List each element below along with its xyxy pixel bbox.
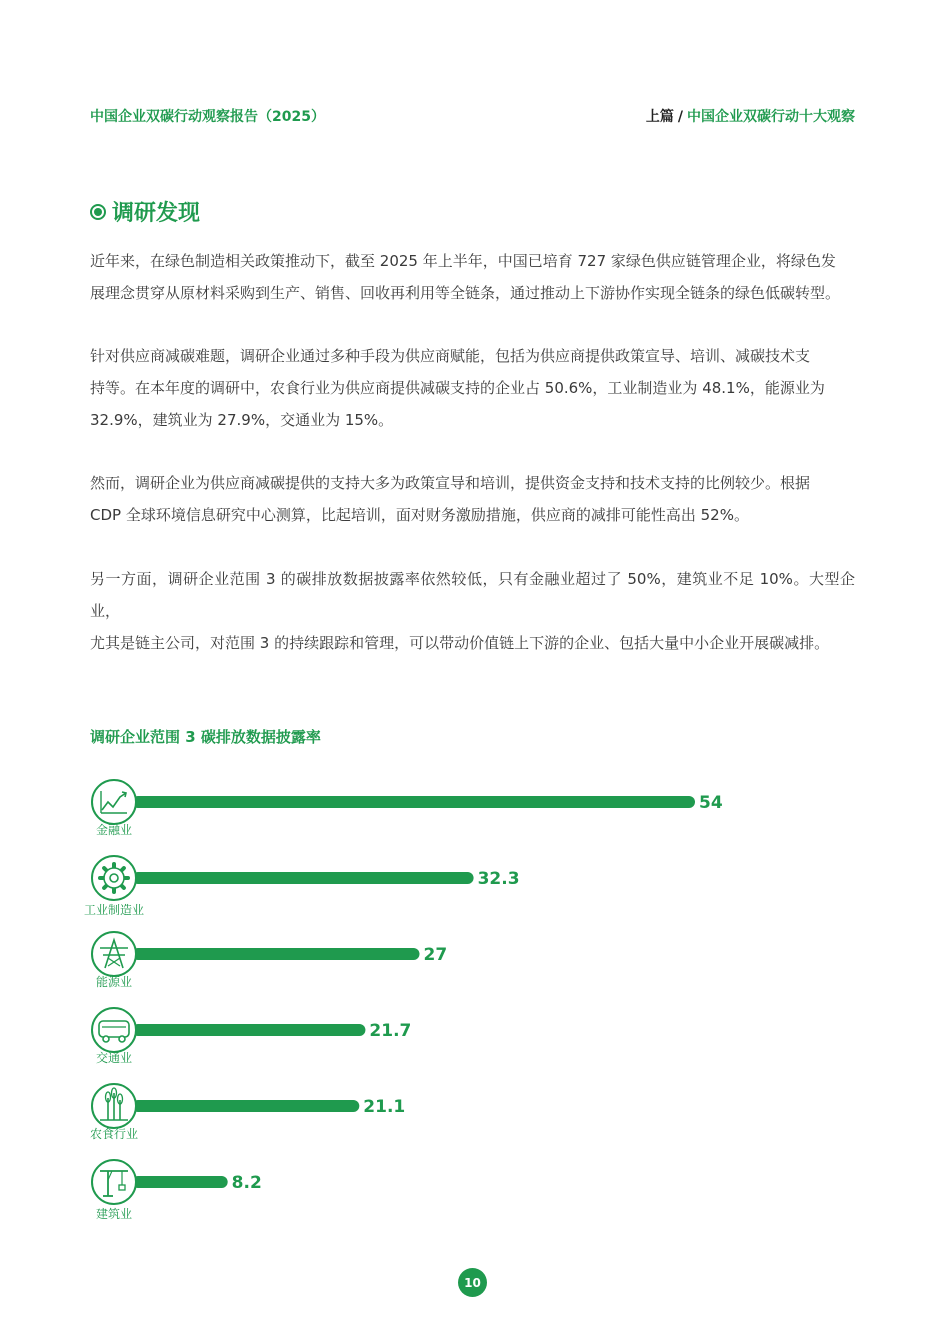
paragraph-line: 持等。在本年度的调研中，农食行业为供应商提供减碳支持的企业占 50.6%，工业制造业为 48.1%，能源业为	[90, 379, 825, 397]
paragraph-line: 近年来，在绿色制造相关政策推动下，截至 2025 年上半年，中国已培育 727 家绿色供应链管理企业，将绿色发	[90, 252, 836, 270]
value-label: 54	[699, 793, 723, 813]
paragraph-line: CDP 全球环境信息研究中心测算，比起培训，面对财务激励措施，供应商的减排可能性高出 52%。	[90, 506, 749, 524]
section-heading-text: 调研发现	[112, 201, 201, 226]
breadcrumb-separator: /	[677, 109, 683, 125]
paragraph-line: 尤其是链主公司，对范围 3 的持续跟踪和管理，可以带动价值链上下游的企业、包括大量中小企业开展碳减排。	[90, 634, 830, 652]
paragraph-1	[90, 245, 855, 309]
category-label: 农食行业	[89, 1127, 139, 1141]
section-label: 上篇	[645, 109, 674, 125]
category-icon-circle	[92, 1160, 136, 1204]
report-title: 中国企业双碳行动观察报告（2025）	[90, 109, 325, 125]
chart-title: 调研企业范围 3 碳排放数据披露率	[90, 728, 321, 746]
value-label: 21.1	[363, 1097, 406, 1117]
category-label: 建筑业	[95, 1207, 133, 1221]
bullet-circle-icon	[90, 204, 106, 220]
paragraph-2	[90, 340, 855, 436]
paragraph-line: 展理念贯穿从原材料采购到生产、销售、回收再利用等全链条，通过推动上下游协作实现全链条的绿色低碳转型。	[90, 284, 841, 302]
section-heading	[90, 196, 200, 227]
paragraph-line: 针对供应商减碳难题，调研企业通过多种手段为供应商赋能，包括为供应商提供政策宣导、培训、减碳技术支	[90, 347, 811, 365]
value-label: 32.3	[477, 869, 520, 889]
category-label: 金融业	[95, 823, 133, 837]
category-label: 工业制造业	[83, 903, 145, 917]
paragraph-3	[90, 467, 855, 531]
paragraph-line: 32.9%，建筑业为 27.9%，交通业为 15%。	[90, 411, 394, 429]
gear-icon	[100, 864, 128, 892]
category-label: 交通业	[95, 1051, 133, 1065]
chapter-label: 中国企业双碳行动十大观察	[687, 109, 855, 125]
paragraph-line: 另一方面，调研企业范围 3 的碳排放数据披露率依然较低，只有金融业超过了 50%，建筑业不足 10%。大型企业，	[90, 570, 855, 620]
disclosure-rate-bar-chart	[0, 760, 945, 1240]
category-label: 能源业	[95, 975, 133, 989]
paragraph-4	[90, 563, 855, 659]
paragraph-line: 然而，调研企业为供应商减碳提供的支持大多为政策宣导和培训，提供资金支持和技术支持的比例较少。根据	[90, 474, 811, 492]
value-label: 21.7	[369, 1021, 412, 1041]
chapter-breadcrumb	[646, 106, 855, 126]
value-label: 8.2	[231, 1173, 262, 1193]
category-icon-circle	[92, 780, 136, 824]
page-number: 10	[458, 1268, 487, 1297]
value-label: 27	[423, 945, 448, 965]
